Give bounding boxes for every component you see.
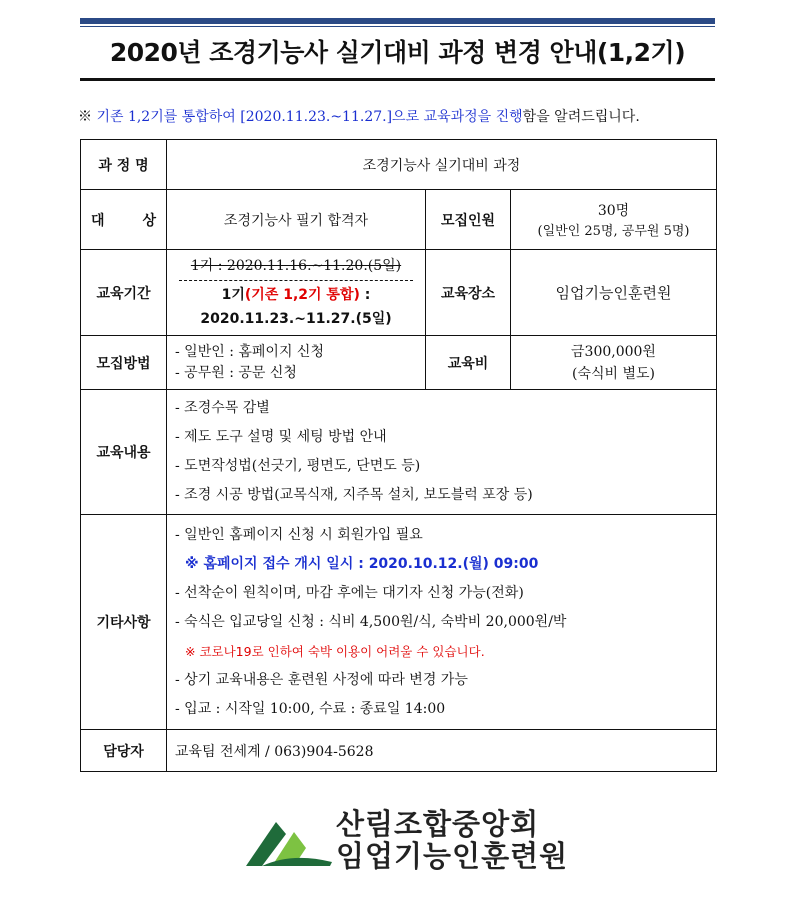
content-list xyxy=(167,390,717,515)
period-new-line: 1기(기존 1,2기 통합) : xyxy=(221,287,371,303)
other-item: - 선착순이 원칙이며, 마감 후에는 대기자 신청 가능(전화) xyxy=(175,584,524,601)
content-label: 교육내용 xyxy=(81,390,167,515)
course-info-table xyxy=(80,139,717,772)
recruit-detail: (일반인 25명, 공무원 5명) xyxy=(537,224,690,239)
recruit-count-value xyxy=(511,190,717,250)
period-old: 1기 : 2020.11.16.~11.20.(5일) xyxy=(190,258,402,274)
title-bottom-rule xyxy=(80,78,715,81)
other-label: 기타사항 xyxy=(81,515,167,730)
title-top-rule xyxy=(80,18,715,24)
method-value xyxy=(167,336,426,390)
method-item: - 일반인 : 홈페이지 신청 xyxy=(175,343,324,360)
table-row xyxy=(81,190,717,250)
logo-line-1: 산림조합중앙회 xyxy=(336,807,540,841)
title-top-thin-rule xyxy=(80,26,715,27)
table-row xyxy=(81,140,717,190)
recruit-count-label: 모집인원 xyxy=(426,190,511,250)
notice-highlight: 기존 1,2기를 통합하여 [2020.11.23.~11.27.]으로 교육과정을 진행 xyxy=(96,109,523,125)
target-value: 조경기능사 필기 합격자 xyxy=(167,190,426,250)
period-new-dates: 2020.11.23.~11.27.(5일) xyxy=(200,311,392,327)
other-list xyxy=(167,515,717,730)
target-label: 대 상 xyxy=(81,190,167,250)
recruit-total: 30명 xyxy=(597,203,630,219)
course-name-label: 과 정 명 xyxy=(81,140,167,190)
page-title: 2020년 조경기능사 실기대비 과정 변경 안내(1,2기) xyxy=(109,38,686,67)
organization-logo xyxy=(242,807,569,874)
logo-line-2: 임업기능인훈련원 xyxy=(336,839,569,873)
period-divider xyxy=(179,280,413,281)
fee-note: (숙식비 별도) xyxy=(572,365,655,382)
table-row xyxy=(81,336,717,390)
course-name-value: 조경기능사 실기대비 과정 xyxy=(167,140,717,190)
other-item: - 숙식은 입교당일 신청 : 식비 4,500원/식, 숙박비 20,000원/박 xyxy=(175,613,567,630)
contact-label: 담당자 xyxy=(81,730,167,772)
content-item: - 조경 시공 방법(교목식재, 지주목 설치, 보도블럭 포장 등) xyxy=(175,487,533,503)
content-item: - 조경수목 감별 xyxy=(175,400,270,416)
method-label: 모집방법 xyxy=(81,336,167,390)
other-item-registration-open: ※ 홈페이지 접수 개시 일시 : 2020.10.12.(월) 09:00 xyxy=(185,555,539,572)
content-item: - 제도 도구 설명 및 세팅 방법 안내 xyxy=(175,429,387,445)
forest-logo-icon xyxy=(242,812,334,872)
notice-mark: ※ xyxy=(78,109,92,125)
period-label: 교육기간 xyxy=(81,250,167,336)
place-value: 임업기능인훈련원 xyxy=(511,250,717,336)
other-item: - 일반인 홈페이지 신청 시 회원가입 필요 xyxy=(175,526,423,543)
period-merged-note: (기존 1,2기 통합) xyxy=(244,287,360,303)
table-row xyxy=(81,390,717,515)
other-item: - 상기 교육내용은 훈련원 사정에 따라 변경 가능 xyxy=(175,671,468,688)
logo-text xyxy=(336,808,568,872)
notice-line xyxy=(78,108,718,126)
fee-label: 교육비 xyxy=(426,336,511,390)
fee-amount: 금300,000원 xyxy=(571,343,656,360)
table-row xyxy=(81,515,717,730)
content-item: - 도면작성법(선긋기, 평면도, 단면도 등) xyxy=(175,458,421,474)
period-value xyxy=(167,250,426,336)
notice-rest: 함을 알려드립니다. xyxy=(522,109,640,125)
other-item-covid-note: ※ 코로나19로 인하여 숙박 이용이 어려울 수 있습니다. xyxy=(185,643,485,659)
other-item: - 입교 : 시작일 10:00, 수료 : 종료일 14:00 xyxy=(175,700,446,717)
place-label: 교육장소 xyxy=(426,250,511,336)
fee-value xyxy=(511,336,717,390)
contact-value: 교육팀 전세계 / 063)904-5628 xyxy=(167,730,717,772)
method-item: - 공무원 : 공문 신청 xyxy=(175,364,297,381)
table-row xyxy=(81,730,717,772)
table-row xyxy=(81,250,717,336)
